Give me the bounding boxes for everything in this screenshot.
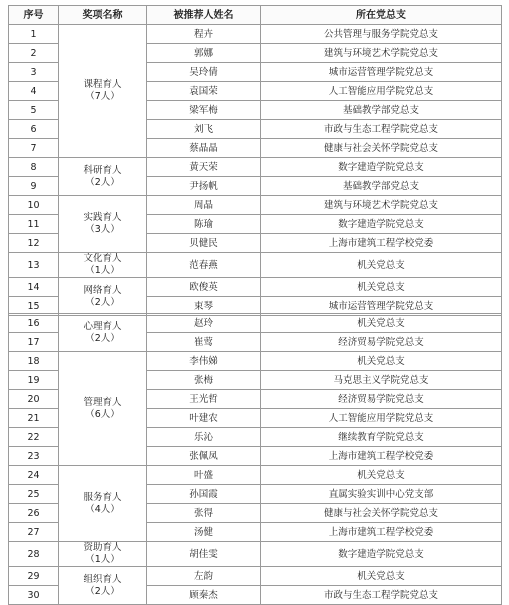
row-number: 5 [9, 101, 59, 120]
row-number: 1 [9, 25, 59, 44]
nominee-name: 黄天荣 [147, 158, 261, 177]
row-number: 4 [9, 82, 59, 101]
award-category [59, 158, 147, 196]
row-number: 27 [9, 523, 59, 542]
table-row [9, 466, 502, 485]
award-name: 网络育人 [83, 284, 122, 296]
party-branch: 上海市建筑工程学校党委 [261, 523, 502, 542]
header-award: 奖项名称 [59, 6, 147, 25]
party-branch: 城市运营管理学院党总支 [261, 297, 502, 316]
row-number: 23 [9, 447, 59, 466]
nominee-name: 束琴 [147, 297, 261, 316]
award-category [59, 542, 147, 567]
award-name: 资助育人 [83, 542, 122, 553]
header-name: 被推荐人姓名 [147, 6, 261, 25]
party-branch: 城市运营管理学院党总支 [261, 63, 502, 82]
table-row [9, 567, 502, 586]
party-branch: 机关党总支 [261, 253, 502, 278]
nominee-name: 陈瑜 [147, 215, 261, 234]
nominee-name: 顾秦杰 [147, 586, 261, 605]
party-branch: 数字建造学院党总支 [261, 158, 502, 177]
row-number: 30 [9, 586, 59, 605]
award-count: （1人） [85, 265, 120, 276]
party-branch: 公共管理与服务学院党总支 [261, 25, 502, 44]
row-number: 22 [9, 428, 59, 447]
party-branch: 市政与生态工程学院党总支 [261, 586, 502, 605]
award-name: 课程育人 [83, 79, 122, 90]
award-count: （3人） [85, 224, 120, 235]
party-branch: 机关党总支 [261, 314, 502, 333]
party-branch: 建筑与环境艺术学院党总支 [261, 44, 502, 63]
nominee-name: 袁国荣 [147, 82, 261, 101]
party-branch: 继续教育学院党总支 [261, 428, 502, 447]
award-count: （6人） [85, 408, 120, 420]
table-row [9, 196, 502, 215]
row-number: 28 [9, 542, 59, 567]
award-count: （2人） [85, 332, 120, 344]
row-number: 16 [9, 314, 59, 333]
nominee-name: 张佩凤 [147, 447, 261, 466]
award-category [59, 25, 147, 158]
nominee-name: 左韵 [147, 567, 261, 586]
nominee-name: 梁军梅 [147, 101, 261, 120]
party-branch: 健康与社会关怀学院党总支 [261, 504, 502, 523]
nominee-name: 尹扬帆 [147, 177, 261, 196]
row-number: 8 [9, 158, 59, 177]
party-branch: 人工智能应用学院党总支 [261, 82, 502, 101]
award-name: 科研育人 [83, 164, 122, 176]
award-category [59, 466, 147, 542]
row-number: 14 [9, 278, 59, 297]
award-category [59, 352, 147, 466]
party-branch: 机关党总支 [261, 466, 502, 485]
nominee-name: 范春燕 [147, 253, 261, 278]
party-branch: 上海市建筑工程学校党委 [261, 447, 502, 466]
award-count: （2人） [85, 176, 120, 188]
nominee-name: 程卉 [147, 25, 261, 44]
nominee-name: 吴玲倩 [147, 63, 261, 82]
party-branch: 机关党总支 [261, 567, 502, 586]
table-row [9, 158, 502, 177]
award-name: 文化育人 [83, 253, 122, 264]
row-number: 11 [9, 215, 59, 234]
party-branch: 机关党总支 [261, 352, 502, 371]
nominee-name: 胡佳雯 [147, 542, 261, 567]
party-branch: 人工智能应用学院党总支 [261, 409, 502, 428]
award-name: 管理育人 [83, 396, 122, 408]
nominee-name: 蔡晶晶 [147, 139, 261, 158]
row-number: 12 [9, 234, 59, 253]
party-branch: 市政与生态工程学院党总支 [261, 120, 502, 139]
party-branch: 数字建造学院党总支 [261, 215, 502, 234]
party-branch: 机关党总支 [261, 278, 502, 297]
row-number: 25 [9, 485, 59, 504]
nominee-name: 叶盛 [147, 466, 261, 485]
award-name: 服务育人 [83, 491, 122, 503]
party-branch: 基础教学部党总支 [261, 101, 502, 120]
award-category [59, 567, 147, 605]
row-number: 19 [9, 371, 59, 390]
award-count: （2人） [85, 585, 120, 597]
nominee-name: 欧俊英 [147, 278, 261, 297]
row-number: 20 [9, 390, 59, 409]
table-row [9, 253, 502, 278]
nominee-name: 崔莺 [147, 333, 261, 352]
party-branch: 健康与社会关怀学院党总支 [261, 139, 502, 158]
party-branch: 直属实验实训中心党支部 [261, 485, 502, 504]
party-branch: 基础教学部党总支 [261, 177, 502, 196]
row-number: 7 [9, 139, 59, 158]
nominee-name: 赵玲 [147, 314, 261, 333]
row-number: 24 [9, 466, 59, 485]
table-row [9, 314, 502, 333]
award-category [59, 196, 147, 253]
party-branch: 数字建造学院党总支 [261, 542, 502, 567]
row-number: 10 [9, 196, 59, 215]
table-row [9, 278, 502, 297]
table-row [9, 542, 502, 567]
nominee-name: 郭娜 [147, 44, 261, 63]
party-branch: 经济贸易学院党总支 [261, 390, 502, 409]
award-category [59, 278, 147, 316]
row-number: 2 [9, 44, 59, 63]
row-number: 6 [9, 120, 59, 139]
recommendation-table-part1 [8, 5, 502, 316]
party-branch: 经济贸易学院党总支 [261, 333, 502, 352]
nominee-name: 贝健民 [147, 234, 261, 253]
row-number: 21 [9, 409, 59, 428]
table-row [9, 352, 502, 371]
award-category [59, 253, 147, 278]
nominee-name: 张得 [147, 504, 261, 523]
nominee-name: 李伟娣 [147, 352, 261, 371]
row-number: 15 [9, 297, 59, 316]
row-number: 17 [9, 333, 59, 352]
nominee-name: 孙国霞 [147, 485, 261, 504]
table-row [9, 25, 502, 44]
nominee-name: 汤健 [147, 523, 261, 542]
header-row [9, 6, 502, 25]
party-branch: 建筑与环境艺术学院党总支 [261, 196, 502, 215]
nominee-name: 周晶 [147, 196, 261, 215]
award-count: （4人） [85, 503, 120, 515]
row-number: 18 [9, 352, 59, 371]
award-count: （1人） [85, 554, 120, 565]
nominee-name: 刘飞 [147, 120, 261, 139]
party-branch: 马克思主义学院党总支 [261, 371, 502, 390]
award-name: 组织育人 [83, 573, 122, 585]
award-category [59, 314, 147, 352]
award-name: 实践育人 [83, 212, 122, 223]
row-number: 3 [9, 63, 59, 82]
recommendation-table-part2 [8, 313, 502, 605]
header-unit: 所在党总支 [261, 6, 502, 25]
row-number: 9 [9, 177, 59, 196]
award-name: 心理育人 [83, 320, 122, 332]
nominee-name: 张梅 [147, 371, 261, 390]
party-branch: 上海市建筑工程学校党委 [261, 234, 502, 253]
nominee-name: 叶建农 [147, 409, 261, 428]
award-count: （2人） [85, 296, 120, 308]
row-number: 29 [9, 567, 59, 586]
row-number: 13 [9, 253, 59, 278]
award-count: （7人） [85, 91, 120, 102]
header-no: 序号 [9, 6, 59, 25]
row-number: 26 [9, 504, 59, 523]
nominee-name: 王光哲 [147, 390, 261, 409]
nominee-name: 乐沁 [147, 428, 261, 447]
